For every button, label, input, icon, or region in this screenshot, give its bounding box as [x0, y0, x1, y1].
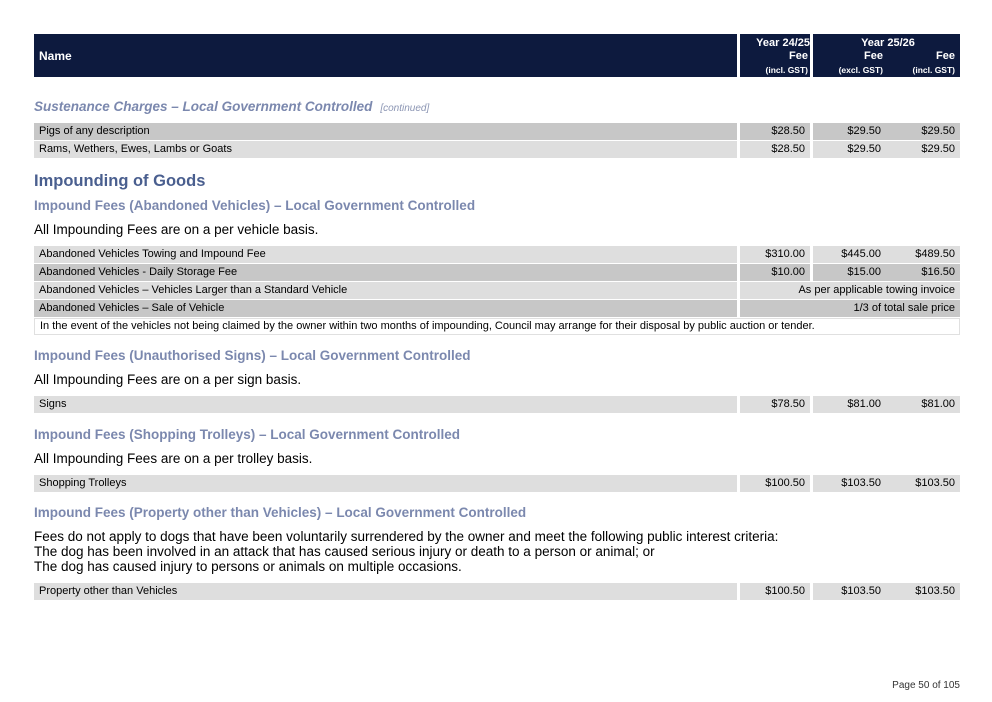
sustenance-title: Sustenance Charges – Local Government Controlled [continued]	[34, 99, 430, 114]
table-row: Signs $78.50 $81.00 $81.00	[34, 396, 960, 413]
header-year2-gst-incl: (incl. GST)	[912, 65, 955, 75]
table-note: In the event of the vehicles not being claimed by the owner within two months of impounding, Council may arrange for their disposal by public auction or tender.	[34, 318, 960, 335]
abandoned-title: Impound Fees (Abandoned Vehicles) – Local Government Controlled	[34, 198, 476, 213]
page-number: Page 50 of 105	[892, 680, 960, 691]
signs-title: Impound Fees (Unauthorised Signs) – Local Government Controlled	[34, 348, 471, 363]
property-table	[34, 583, 960, 601]
section-title: Impounding of Goods	[34, 172, 206, 190]
trolleys-title: Impound Fees (Shopping Trolleys) – Local Government Controlled	[34, 427, 461, 442]
signs-basis: All Impounding Fees are on a per sign basis.	[34, 372, 302, 387]
property-para-3: The dog has caused injury to persons or animals on multiple occasions.	[34, 559, 462, 574]
header-year1-fee: Fee	[789, 50, 808, 62]
continued-label: [continued]	[380, 103, 430, 114]
header-year2-fee-excl: Fee	[864, 50, 883, 62]
abandoned-basis: All Impounding Fees are on a per vehicle basis.	[34, 222, 319, 237]
table-row: Abandoned Vehicles - Daily Storage Fee $10.00 $15.00 $16.50	[34, 264, 960, 281]
table-row: Abandoned Vehicles – Vehicles Larger than a Standard Vehicle As per applicable towing invoice	[34, 282, 960, 299]
table-header	[34, 34, 960, 77]
table-row: Rams, Wethers, Ewes, Lambs or Goats $28.50 $29.50 $29.50	[34, 141, 960, 158]
header-year1-gst: (incl. GST)	[765, 65, 808, 75]
sustenance-table	[34, 123, 960, 159]
header-year2-gst-excl: (excl. GST)	[838, 65, 883, 75]
property-para-2: The dog has been involved in an attack that has caused serious injury or death to a person or animal; or	[34, 544, 655, 559]
table-row: Property other than Vehicles $100.50 $103.50 $103.50	[34, 583, 960, 600]
property-para-1: Fees do not apply to dogs that have been voluntarily surrendered by the owner and meet the following public interest criteria:	[34, 529, 779, 544]
property-title: Impound Fees (Property other than Vehicles) – Local Government Controlled	[34, 505, 527, 520]
signs-table	[34, 396, 960, 414]
header-year1: Year 24/25	[756, 37, 810, 49]
table-row: Shopping Trolleys $100.50 $103.50 $103.50	[34, 475, 960, 492]
table-row: Abandoned Vehicles Towing and Impound Fee $310.00 $445.00 $489.50	[34, 246, 960, 263]
abandoned-table	[34, 246, 960, 336]
table-row: Abandoned Vehicles – Sale of Vehicle 1/3 of total sale price	[34, 300, 960, 317]
header-year2-fee-incl: Fee	[936, 50, 955, 62]
table-row: Pigs of any description $28.50 $29.50 $29.50	[34, 123, 960, 140]
header-name: Name	[39, 49, 72, 63]
header-year2: Year 25/26	[861, 37, 915, 49]
trolleys-table	[34, 475, 960, 493]
trolleys-basis: All Impounding Fees are on a per trolley basis.	[34, 451, 313, 466]
